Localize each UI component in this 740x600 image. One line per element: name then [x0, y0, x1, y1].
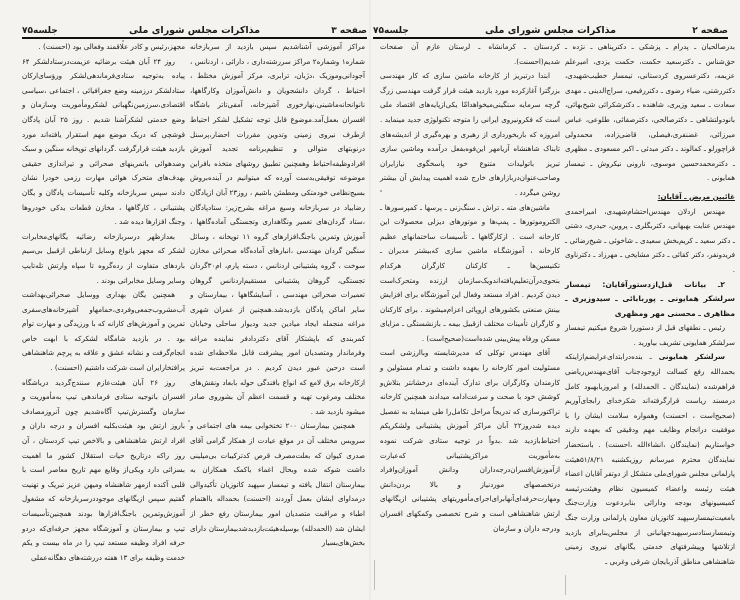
speech-paragraph: [565, 350, 735, 569]
attendance-list: بدرصالحیان ـ پدرام ـ پزشکی ـ دکترپناهی ـ نژده ـ حق‌شناس ـ دکترسعید حکمت، حکمت یزدی، امیرعلم عزیمه، دکترعسروی کردستانی، تیمسار خطیب‌شهیدی، دکتررشتی، ضیاء رضوی ـ دکتررفیعی، سراج‌الدینی ـ مهدی سعادت ـ سعید وزیری، شاهنده ـ دکترشکرائی شیخ‌بهائی، بانودولتشاهی ـ دکترصالحی، دکترصفائی، طلوعی، عباس میرزائی، غضنفری،فیصلی، قاضی‌زاده، محمدولی قراچورلو ـ کمالوند ـ دکتر مبدئی ـ اکبر مسعودی ـ مظهری ـ دکترمحمدحسین موسوی، نارونی نیکروش ـ تیمسار همایونی .: [565, 42, 735, 183]
paragraph: ابتدا درتبریز از کارخانه ماشین سازی که کار مهندسی بزرگترا آغازکرده مورد بازدید هیئت قرار گرفت مهندسی زرگ گرچه سرمایه سنگینی‌میخواهدامّا یکی‌ازپایه‌های اقتصاد ملی است که فکرونیروی ایرانی را متوجه تکنولوژی جدید مینماید . امروزه که باربخورداری از رهبری و بهره‌گیری از اندیشه‌های تابناک شاهنشاه آریامهر این‌فوه‌بفعل درآمده وماشین سازی تبریز باتولیدات متنوع خود پاسخگوی نیازایران وصاحب‌عنوان‌دربازارهای خارج شده اهمیت پیدایش آن بیشتر روشن میگردد .: [380, 71, 560, 197]
agenda-item-heading: ۲ـ بیانات قبل‌ازدستورآقایان: تیمسار سرلشکر همایونی ـ پوربابائی ـ سیدوزیری ـ مظاهری ـ محسنی مهر ومظهری: [565, 279, 735, 318]
page-number: صفحه ۲: [692, 26, 728, 36]
paragraph: روز ۲۴ آبان هیئت برضائیه عزیمت‌درستادلشکر ۶۴ پیاده بەتوجیه ستادی‌فرماندهی‌لشکر ورؤسای‌ارکان ستادلشکر درزمینه وضع جغرافیائی ، اجتماعی ،سیاسی اقتصادی،سرزمین‌نگهبانی لشکرومأموریت وسازمان و وضع خدمتی لشکرآشنا شدیم . روز ۲۵ آبان پادگان قوشچی که دریک موضع مهم استقرار یافته‌اند مورد بازدید هیئت قرارگرفت .گردانهای توپخانه سنگین و سبک وضدهوائی باتمرینهای صحرائی و تیراندازی حقیقی بهدف‌های متحرک هوائی مهارت رزمی خودرا نشان دادند سپس سربازخانه وکلیه تأسیسات پادگان و یگان پشتیبانی ، کارگاهها ، مخازن قطعات یدکی خودروها وجنگ افزارها دیده شد .: [22, 56, 185, 227]
paragraph: رئیس ـ نطقهای قبل از دستوررا شروع میکنیم تیمسار سرلشکر همایونی تشریف بیاورید .: [565, 323, 735, 347]
page-header: [22, 20, 367, 36]
paragraph: همچنین یگان بهداری ووسایل صحرائی‌بهداشت آب‌مشروب‌جمعی‌وفردی،حمامهاو آشپزخانه‌های‌سفری تمرین و آموزش‌های کارانه که با ورزیدگی و مهارت توأم بود . در بازدید شامگاه لشکرکه با ابهت خاص انجام‌گرفت و نشانه عشق و علاقه به پرچم شاهنشاهی پرافتخارایران است شرکت داشتیم (احسنت) .: [22, 290, 185, 373]
speaker-name: سرلشکر همایونی: [658, 352, 725, 362]
paragraph: کردستان ـ کرمانشاه ـ لرستان عازم آن صفحات شدیم(احسنت).: [380, 42, 560, 66]
page-number: صفحه ۳: [331, 26, 367, 36]
scan-speck: [122, 40, 124, 42]
absent-list: مهندس اردلان مهندس‌احتشام‌شهیدی، امیراحمدی مهندس عنایت بهبهانی، دکتربگلری ـ پروین، حیدری، دشتی ـ دکتر سعید ـ کریم‌بخش سعیدی ـ شاخوئی ـ شیخ‌رضائی ـ فریدونفر، دکتر کفائی ـ دکتر مشایخی ـ مهرزاد ـ دکترناوی .: [565, 206, 735, 274]
scan-mark: [374, 560, 375, 590]
text-column-right: [190, 40, 365, 551]
text-column-right: [565, 40, 735, 569]
paragraph: همچنین بیمارستان ۲۰۰ تختخوابی بیمه های اجتماعی و سرویس مختلف آن در موقع عیادت از همکار گرامی آقای صدری کیوان که بعلت‌مصرف قرص کدترکیبات بی‌میلینی داشت شوکه شده وبحال اغماء باکمک همکاران به بیمارستان انتقال یافته و تیمسار سپهبد کاتوزیان تأکیدوالی درمداوای ایشان بعمل آوردند (احسنت) بحمداله بااهتمام اطباء و مراقبت متصدیان امور بیمارستان رفع خطر از ایشان شد (الحمدلله) بوسیله‌هیئت‌بازدیدشدبیمارستان دارای بخش‌های‌بسیار: [190, 421, 365, 548]
paragraph: مراکز آموزشی آشناشدیم سپس بازدید از سربازخانه شماره۱ وشماره۲ مراکز سررشته‌داری ، دارائی ، اردنانس ، آجودانی‌وموزیک ،دژبان، ترابری، مرکز آموزش مختلط ، احتیاط ، گردان دانشجویان و دانش‌آموزان وکارگاهها، نانوانحانه‌ماشینی،نهارخوری آشپزخانه، آمفی‌تاتر باشگاه افسران بعمل‌آمد.موضوع قابل توجه تشکیل لشکر احتیاط ازطرف نیروی زمینی وتدوین مقررات احضار،پرسنل درنوبتهای متوالی و تنظیم‌برنامه تجدید آموزش افرادوظیفه‌احتیاط وهمچنین تطبیق روشهای متخذه بافراین موضوعه توفیقی‌بدست آورده که میتوانیم در آینده‌بروش بسیج‌نظامی خودمتکی ومطمئن باشیم ، روز۲۳ آبان ازپادگان رضاییاد در سربازخانه وسیع مراغه بشرح‌زیر: ستادپادگان ،ستاد گردان‌های تعمیر ونگاهداری وتجستگی آماده‌گاهها ، آموزش وتمرین باجنگ‌افزارهای گروه ۱۱ توپخانه ، وسائل سنگین گردان مهندسی ،انبارهای آماده‌گاه صحرائی مخازن سوخت ، گروه پشتیبانی اردنانس ، دسته پارم، ام۳۰گردان تجستگی، گروهان پشتیبانی مستقیم‌اردنانس گروهان تعمیرات صحرائی مهندسی ، آسایشگاهها ، بیمارستان و سایر اماکن پادگان بازدیدشد.همچنین از عمران شهری مراغه منجمله ایجاد میادین جدید ودیوار ساحلی وخیابان کمربندی که باپشتکار آقای دکتردادفر نماینده مراغه وفرماندار ومتصدیان امور پیشرفت قابل ملاحظه‌ای شده است درحین عبور دیدن کردیم . در مراجعت‌به تبریز ازکارخانه برق لامع که انواع بافندگی حوله بابعاد ونقش‌های مختلف ومرغوب تهیه و قسمت اعظم آن بشوروی صادر میشود بازدید شد .: [190, 42, 366, 416]
text-column-left: [380, 40, 560, 536]
paragraph: آقای مهندس توکلی که مدیرشایسته وباارزشی است مسئولیت امور کارخانه را بعهده داشت و تمـام مسئولین و کارمندان وکارگران برای تدارک آینده‌ای درخشانتر بتلاش‌و کوشش خود با صحت و سرعت‌ادامه میدادند همچنین کارخانه تراکتورسازی که تدریجاً مراحل تکامل‌را طی مینماید به تفصیل دیده شدروز۲۲ آبان مراکز آموزش پشتیبانی ولشکرپکم احتیاط‌بازدید شد .بدواً در توجیه ستادی شرکت نموده بەمأموریت مراکزپشتیبانی که‌عبارت ازآموزش‌افسران‌درجه‌داران ودانش آموزان‌وافراد درتخصصهای موردنیاز و بالا بردن‌دانش ومهارت‌حرفه‌ای‌آنهابرای‌اجرای‌مأموریتهای پشتیبانی ازیگانهای ارتش شاهنشاهی است و شرح تخصصی وکمکهای افسران ودرجه داران و سازمان: [380, 348, 560, 533]
scan-mark: [565, 575, 566, 595]
text-column-left: [22, 40, 185, 565]
publication-title: مذاکرات مجلس شورای ملی: [129, 25, 260, 36]
page-header: [373, 20, 728, 36]
session-number: جلسه۷۵: [22, 26, 58, 36]
paragraph: مجهز،رئیس و کادر علاقمند وفعالی بود (احسنت) .: [38, 42, 185, 51]
header-rule: [373, 37, 728, 39]
paragraph: بعدازظهر درسربازخانه رضائیه یگانهای‌مخابرات لشکر که مجهز بانواع وسایل ارتباطی ازقبیل بی‌سیم باردهای متفاوت از رده‌گروه تا سپاه وارتش تله‌تایپ وسایر وسایل مخابراتی بودند .: [22, 231, 185, 285]
paragraph: روز ۲۶ آبان هیئت‌عازم سنندج‌گردید دریاشگاه افسران باتوجیه ستادی فرماندهی تیپ بەمأموریت و سازمان وگسترش‌تیپ آگاه‌شدیم چون آنروزمصادف باروز ارتش بود هیئت‌بکلیه افسران و درجه داران و افراد ارتش شاهنشاهی و بالاخص تیپ کردستان ، آن روز راکه درتاریخ حیات استقلال کشور ما اهمیت بسزائی دارد ویکی‌از وقایع مهم تاریخ معاصر است با قلبی آکنده ازمهر شاهنشاه ومیهن عزیز تبریک و تهنیت گفتیم سپس ازیگانهای موجوددرسربازخانه که مشغول آموزش‌وتمرین باجنگ‌افزارها بودند همچنین‌تأسیسات تیپ و بیمارستان و آموزشگاه مجهز حرفه‌ای‌که دردو حرفه افراد وظیفه مستعد تیپ را در ماه بیست و یکم خدمت وظیفه برای ۱۳ هفته دررشته‌های دهگانه‌عملی: [22, 377, 185, 562]
paragraph: ماشین‌های مته ـ تراش ـ سنگ‌زنی ـ پرسها ـ کمپرسورها ـ الکتروموتورها ـ پمپ‌ها و موتورهای دیزلی محصولات این کارخانه است . ازکارگاهها ـ تأسیسات ساختمانهای عظیم کارخانه ، آموزشگـاه ماشین سازی کەبیشتر مدیران ـ تکنیسین‌ها ـ کارکنان کارگران هرکدام بنحوی‌درآن‌تعلیم‌یافته‌اندویک‌سازمان ارزنده ومتحرک‌است دیدن کردیم . افراد مستعد وفعال این آموزشگاه برای افزایش بینش صنعتی بکشورهای اروپائی اعزام‌میشوند . برای کارکنان و کارگران تأمینات مختلف ازقبیل بیمه ـ بازنشستگی ـ مزایای مسکن ورفاه پیش‌بینی شده‌است(صحیح‌است) .: [380, 202, 560, 343]
section-heading-absent-sick: غائبین مریض ـ آقایان:: [657, 191, 735, 201]
session-number: جلسه۷۵: [373, 26, 409, 36]
scan-speck: [380, 190, 382, 192]
header-rule: [22, 37, 367, 39]
publication-title: مذاکرات مجلس شورای ملی: [485, 25, 616, 36]
scan-speck: [188, 420, 190, 422]
speech-text: ـ بنده‌درابتدای‌عرایضم‌ازاینکه بحمدالله رفع کسالت ازوجود‌جناب آقای‌مهندس‌ریاضی فراهم‌شده (نمایندگان ـ الحمدلله) و امروزبابهبود کامل درمسند ریاست قرارگرفته‌اند شکرخدای رابجای‌آوریم (صحیح‌است ، احسنت) وهمواره سلامت ایشان را با موفقیت درانجام وظایف مهم ودقیقی که بعهده دارند خواستاریم (نمایندگان ،انشاءالله ،احسنت) . باستحضار نمایندگان محترم میرسانم روزیکشنبه ۵۱/۸/۲۱هیئت پارلمانی مجلس شورای‌ملی متشکل از دوتفر آقایان اعضاء هیئت رئیسه واعضاء کمیسیون نظام وهیئت‌رئیسه کمیسیونهای بودجه ودارائی بنابردعوت وزارت‌جنگ بامعیت‌تیمسارسپهبد کاتوزیان معاون پارلمانی وزارت جنگ وتیمسارستادسرسپهبدجهانبانی از مجلس‌بنابرای بازدید ازتلاشها وپیشرفتهای خدمتی یگانهای نیروی زمینی شاهنشاهی مناطق آذربایجان شرقی وغربی ـ: [565, 352, 735, 566]
